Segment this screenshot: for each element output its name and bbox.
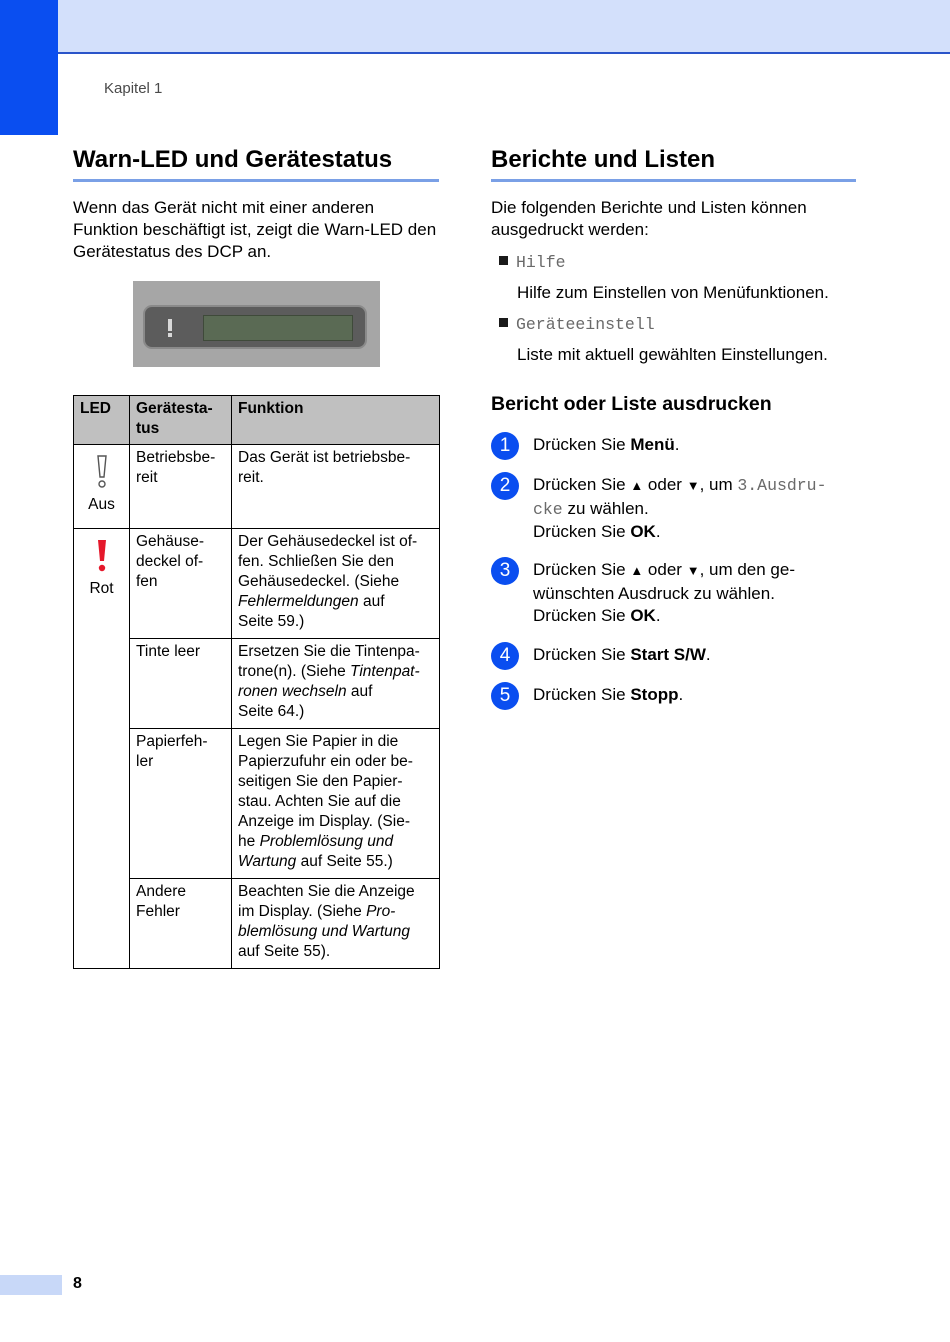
step-3 (491, 557, 891, 632)
led-cell-red (74, 529, 130, 969)
down-arrow-icon: ▼ (686, 563, 700, 578)
led-red-icon (95, 539, 109, 573)
led-off-icon (95, 455, 109, 489)
menu-code: cke (533, 499, 563, 519)
status-cell: Papierfeh- ler (130, 729, 232, 879)
status-cell: Gehäuse- deckel of- fen (130, 529, 232, 639)
bullet-icon (499, 318, 508, 327)
function-cell: Der Gehäusedeckel ist of- fen. Schließen Sie den Gehäusedeckel. (Siehe Fehlermeldungen auf Seite 59.) (232, 529, 440, 639)
section-title-reports: Berichte und Listen (491, 146, 716, 173)
led-cell-off (74, 445, 130, 529)
table-row (74, 529, 440, 639)
key-label: Menü (630, 435, 675, 454)
reference-link: Tintenpat- ronen wechseln (238, 663, 420, 700)
title-rule (491, 179, 856, 182)
header-band (0, 0, 950, 54)
function-cell: Beachten Sie die Anzeige im Display. (Siehe Pro- blemlösung und Wartung auf Seite 55). (232, 879, 440, 969)
key-label: OK (630, 522, 656, 541)
function-cell: Legen Sie Papier in die Papierzufuhr ein oder be- seitigen Sie den Papier- stau. Achten Sie auf die Anzeige im Display. (Sie- he Problemlösung und Wartung auf Seite 55.) (232, 729, 440, 879)
header-led: LED (74, 396, 130, 445)
reports-intro: Die folgenden Berichte und Listen können ausgedruckt werden: (491, 198, 807, 239)
header-status: Gerätesta- tus (130, 396, 232, 445)
lcd-display (203, 315, 353, 341)
report-code: Hilfe (516, 253, 566, 272)
down-arrow-icon: ▼ (686, 478, 700, 493)
step-text: Drücken Sie ▲ oder ▼, um den ge- wünschten Ausdruck zu wählen. Drücken Sie OK. (533, 560, 796, 625)
table-row (74, 445, 440, 529)
chapter-label: Kapitel 1 (104, 80, 163, 97)
key-label: OK (630, 606, 656, 625)
intro-paragraph: Wenn das Gerät nicht mit einer anderen Funktion beschäftigt ist, zeigt die Warn-LED den Gerätestatus des DCP an. (73, 198, 437, 261)
header-function: Funktion (232, 396, 440, 445)
reference-link: Fehlermeldungen (238, 593, 359, 610)
step-number-badge: 2 (491, 472, 519, 500)
led-status-table (73, 395, 440, 969)
list-item (499, 313, 655, 336)
list-item (499, 251, 566, 274)
up-arrow-icon: ▲ (630, 563, 644, 578)
step-2 (491, 472, 891, 547)
bullet-icon (499, 256, 508, 265)
led-off-label: Aus (88, 496, 115, 513)
status-cell: Tinte leer (130, 639, 232, 729)
step-text: Drücken Sie Stopp. (533, 685, 684, 704)
chapter-tab (0, 0, 58, 135)
led-panel-illustration (133, 281, 380, 367)
page-number: 8 (73, 1275, 82, 1292)
status-cell: Andere Fehler (130, 879, 232, 969)
report-code: Geräteeinstell (516, 315, 655, 334)
function-cell: Ersetzen Sie die Tintenpa- trone(n). (Siehe Tintenpat- ronen wechseln auf Seite 64.) (232, 639, 440, 729)
report-description: Liste mit aktuell gewählten Einstellungen. (517, 345, 828, 364)
status-cell: Betriebsbe- reit (130, 445, 232, 529)
key-label: Start S/W (630, 645, 706, 664)
step-number-badge: 4 (491, 642, 519, 670)
step-text: Drücken Sie Start S/W. (533, 645, 711, 664)
menu-code: 3.Ausdru- (737, 476, 827, 495)
step-number-badge: 1 (491, 432, 519, 460)
led-panel-bezel (143, 305, 367, 349)
led-red-label: Rot (89, 580, 114, 597)
step-4 (491, 642, 891, 672)
section-title-warn-led: Warn-LED und Gerätestatus (73, 146, 393, 173)
subsection-title: Bericht oder Liste ausdrucken (491, 393, 772, 415)
key-label: Stopp (630, 685, 679, 704)
step-5 (491, 682, 891, 712)
step-text: Drücken Sie ▲ oder ▼, um 3.Ausdru- cke zu wählen. Drücken Sie OK. (533, 475, 827, 541)
function-cell: Das Gerät ist betriebsbe- reit. (232, 445, 440, 529)
step-1 (491, 432, 891, 462)
title-rule (73, 179, 439, 182)
table-header-row (74, 396, 440, 445)
step-number-badge: 5 (491, 682, 519, 710)
report-description: Hilfe zum Einstellen von Menüfunktionen. (517, 283, 829, 302)
step-number-badge: 3 (491, 557, 519, 585)
reference-link: Problemlösung und Wartung (238, 833, 394, 870)
warning-led-icon (167, 319, 173, 337)
step-text: Drücken Sie Menü. (533, 435, 680, 454)
reference-link: Pro- blemlösung und Wartung (238, 903, 411, 940)
up-arrow-icon: ▲ (630, 478, 644, 493)
footer-band (0, 1275, 62, 1295)
